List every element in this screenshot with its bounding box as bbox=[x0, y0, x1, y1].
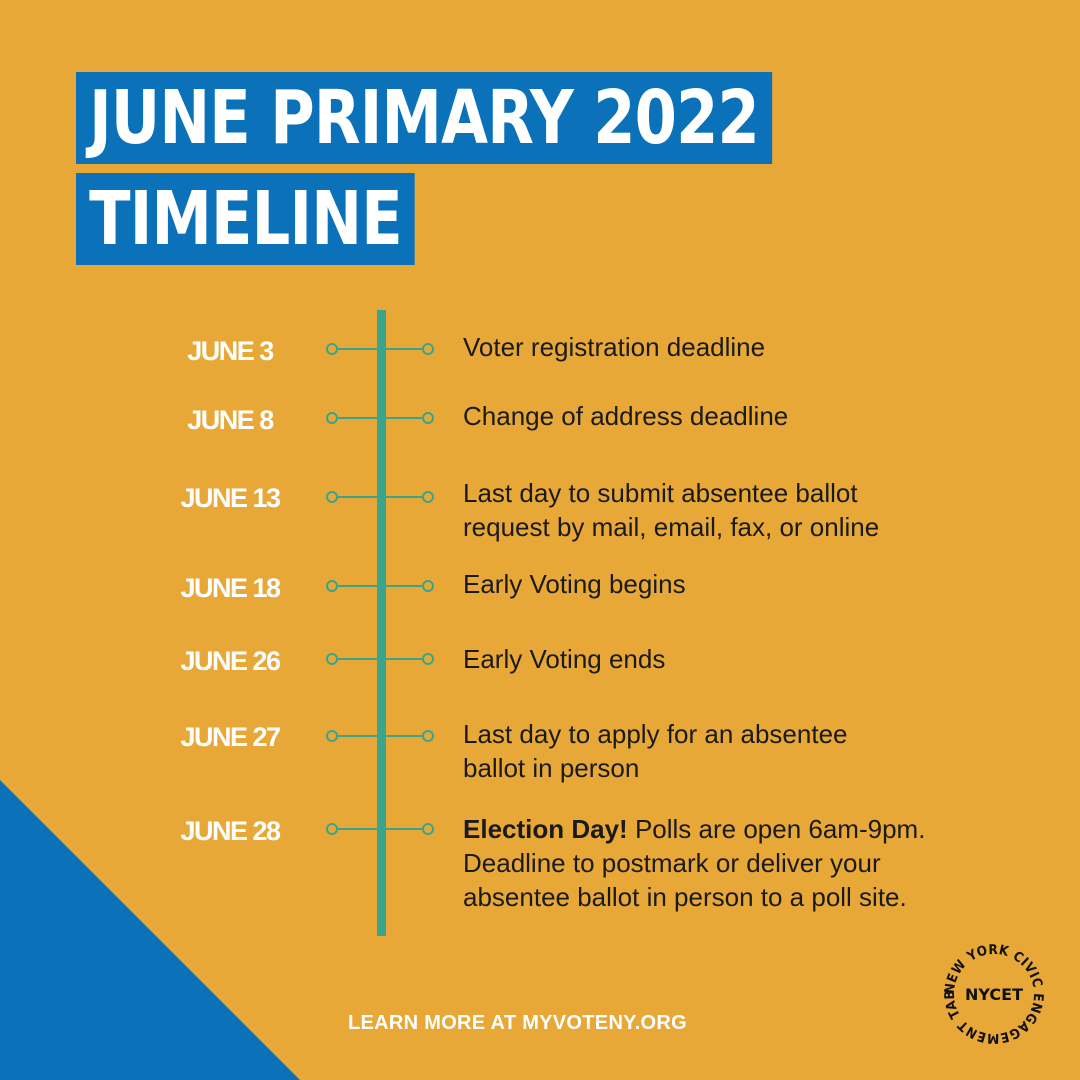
title-line-2: TIMELINE bbox=[76, 173, 415, 265]
description-line: Last day to submit absentee ballot bbox=[463, 478, 858, 508]
nycet-logo-icon bbox=[938, 938, 1050, 1050]
election-day-emphasis: Election Day! bbox=[463, 814, 628, 844]
timeline-date: JUNE 26 bbox=[180, 646, 280, 676]
description-line: request by mail, email, fax, or online bbox=[463, 512, 880, 542]
timeline-date: JUNE 13 bbox=[180, 483, 280, 513]
timeline-connector bbox=[326, 730, 434, 742]
timeline-description: Early Voting begins bbox=[463, 569, 686, 599]
timeline-description bbox=[463, 717, 1023, 785]
description-line: ballot in person bbox=[463, 753, 640, 783]
description-line: Deadline to postmark or deliver your bbox=[463, 848, 881, 878]
timeline-description bbox=[463, 812, 1023, 914]
logo-center-text: NYCET bbox=[965, 985, 1023, 1004]
timeline-connector bbox=[326, 343, 434, 355]
timeline-date: JUNE 28 bbox=[180, 816, 280, 846]
timeline-date: JUNE 27 bbox=[180, 722, 280, 752]
timeline-connector bbox=[326, 580, 434, 592]
timeline-description bbox=[463, 476, 1023, 544]
timeline-description: Voter registration deadline bbox=[463, 332, 766, 362]
logo-ring-text: NEW YORK CIVIC ENGAGEMENT TAB bbox=[941, 941, 1047, 1047]
description-line bbox=[463, 812, 1023, 846]
description-rest: Polls are open 6am-9pm. bbox=[627, 814, 926, 844]
learn-more-footer: LEARN MORE AT MYVOTENY.ORG bbox=[348, 1012, 687, 1034]
timeline-connector bbox=[326, 491, 434, 503]
timeline-connector bbox=[326, 412, 434, 424]
timeline-date: JUNE 18 bbox=[180, 573, 280, 603]
description-line: Last day to apply for an absentee bbox=[463, 719, 848, 749]
title-line-1: JUNE PRIMARY 2022 bbox=[76, 72, 772, 164]
timeline-connector bbox=[326, 653, 434, 665]
nycet-logo bbox=[938, 938, 1050, 1050]
timeline-description: Early Voting ends bbox=[463, 644, 666, 674]
timeline-description: Change of address deadline bbox=[463, 401, 789, 431]
timeline-date: JUNE 3 bbox=[187, 336, 273, 366]
timeline-date: JUNE 8 bbox=[187, 405, 273, 435]
timeline-spine bbox=[377, 310, 386, 936]
description-line: absentee ballot in person to a poll site. bbox=[463, 882, 907, 912]
timeline-connector bbox=[326, 823, 434, 835]
